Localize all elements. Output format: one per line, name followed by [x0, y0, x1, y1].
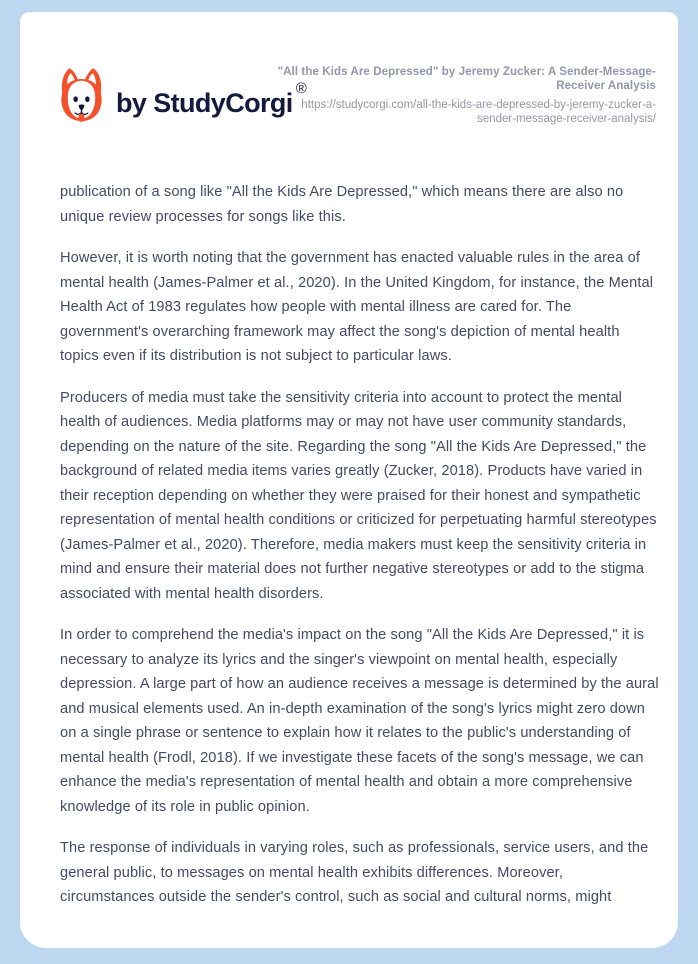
- studycorgi-brand: [58, 65, 307, 125]
- brand-text: by StudyCorgi ®: [116, 79, 307, 118]
- paragraph: In order to comprehend the media's impact on the song "All the Kids Are Depressed," it is necessary to analyze its lyrics and the singer's viewpoint on mental health, especially depression. A large part of how an audience receives a message is determined by the aural and musical elements used. An in-depth examination of the song's lyrics might zero down on a single phrase or sentence to explain how it relates to the public's understanding of mental health (Frodl, 2018). If we investigate these facets of the song's message, we can enhance the media's representation of mental health and obtain a more comprehensive knowledge of its role in public opinion.: [60, 627, 659, 815]
- paragraph: publication of a song like "All the Kids Are Depressed," which means there are also no unique review processes for songs like this.: [60, 184, 624, 225]
- registered-mark: ®: [295, 79, 307, 97]
- document-body: [60, 180, 660, 927]
- paragraph: The response of individuals in varying roles, such as professionals, service users, and the general public, to messages on mental health exhibits differences. Moreover, circumstances outside the sender's control, such as social and cultural norms, might: [60, 840, 649, 905]
- document-title: "All the Kids Are Depressed" by Jeremy Zucker: A Sender-Message-Receiver Analysis: [277, 66, 656, 92]
- paragraph: However, it is worth noting that the government has enacted valuable rules in the area of mental health (James-Palmer et al., 2020). In the United Kingdom, for instance, the Mental Health Act of 1983 regulates how people with mental illness are cared for. The government's overarching framework may affect the song's depiction of mental health topics even if its distribution is not subject to particular laws.: [60, 250, 654, 364]
- corgi-icon: [58, 65, 105, 125]
- paragraph: Producers of media must take the sensitivity criteria into account to protect the mental health of audiences. Media platforms may or may not have user community standards, depending on the nature of the site. Regarding the song "All the Kids Are Depressed," the background of related media items varies greatly (Zucker, 2018). Products have varied in their reception depending on whether they were praised for their honest and sympathetic representation of mental health conditions or criticized for perpetuating harmful stereotypes (James-Palmer et al., 2020). Therefore, media makers must keep the sensitivity criteria in mind and ensure their material does not further negative stereotypes or add to the stigma associated with mental health disorders.: [60, 389, 657, 602]
- document-card: [20, 12, 678, 948]
- document-meta: [274, 66, 656, 126]
- document-url-link[interactable]: https://studycorgi.com/all-the-kids-are-depressed-by-jeremy-zucker-a-sender-message-receiver-analysis/: [301, 99, 656, 125]
